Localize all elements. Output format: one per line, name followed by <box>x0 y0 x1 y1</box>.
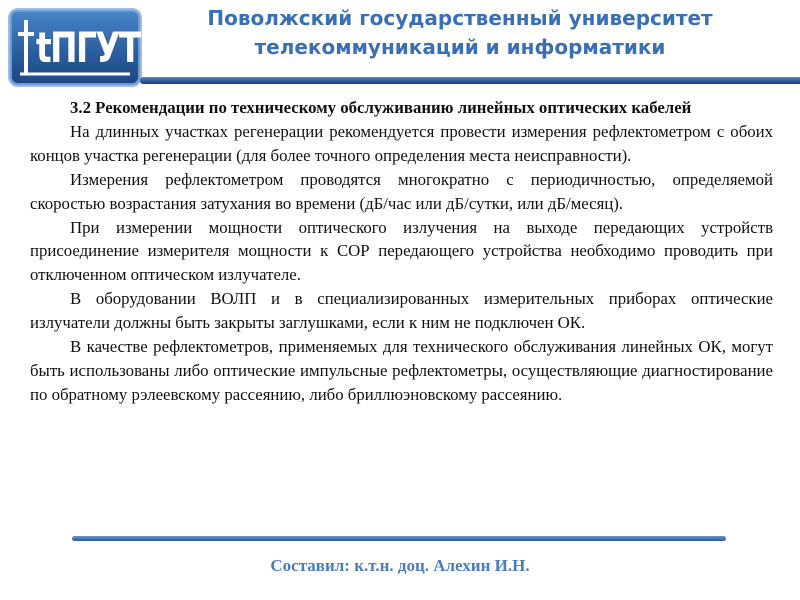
main-content <box>30 96 773 407</box>
university-logo <box>8 8 166 87</box>
logo-text: tПГУТИ <box>36 23 166 72</box>
university-title <box>150 4 770 62</box>
paragraph-2: Измерения рефлектометром проводятся многократно с периодичностью, определяемой скоростью возрастания затухания во времени (дБ/час или дБ/сутки, или дБ/месяц). <box>30 169 773 213</box>
paragraph-1: На длинных участках регенерации рекомендуется провести измерения рефлектометром с обоих концов участка регенерации (для более точного определения места неисправности). <box>30 121 773 165</box>
paragraph-4: В оборудовании ВОЛП и в специализированных измерительных приборах оптические излучатели должны быть закрыты заглушками, если к ним не подключен ОК. <box>30 289 773 333</box>
university-title-line-2: телекоммуникаций и информатики <box>254 35 666 59</box>
footer-divider <box>72 536 726 541</box>
paragraph-5: В качестве рефлектометров, применяемых для технического обслуживания линейных ОК, могут быть использованы либо оптические импульсные рефлектометры, осуществляющие диагностирование по обратному рэлеевскому рассеянию, либо бриллюэновскому рассеянию. <box>30 337 773 404</box>
section-title: 3.2 Рекомендации по техническому обслуживанию линейных оптических кабелей <box>70 98 692 117</box>
paragraph-3: При измерении мощности оптического излучения на выходе передающих устройств присоединение измерителя мощности к СОР передающего устройства необходимо проводить при отключенном оптическом излучателе. <box>30 217 773 285</box>
header-divider <box>140 77 800 84</box>
university-title-line-1: Поволжский государственный университет <box>207 6 713 30</box>
footer-author: Составил: к.т.н. доц. Алехин И.Н. <box>270 556 530 575</box>
